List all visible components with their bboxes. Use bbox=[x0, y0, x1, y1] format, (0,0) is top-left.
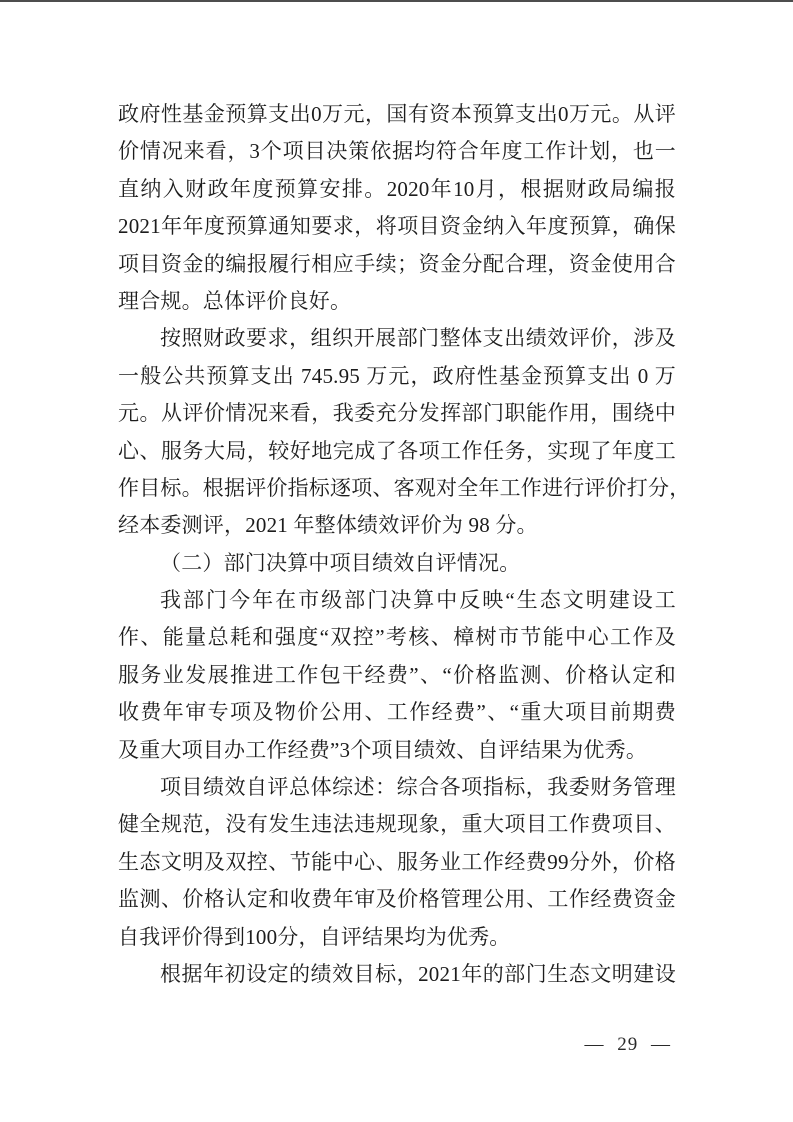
text-line: 收费年审专项及物价公用、工作经费”、“重大项目前期费 bbox=[118, 700, 676, 725]
paragraph bbox=[118, 545, 676, 582]
text-line: 2021年年度预算通知要求，将项目资金纳入年度预算，确保 bbox=[118, 214, 676, 239]
text-line: 价情况来看，3个项目决策依据均符合年度工作计划，也一 bbox=[118, 139, 676, 164]
text-line: （二）部门决算中项目绩效自评情况。 bbox=[160, 550, 521, 575]
text-line: 项目绩效自评总体综述：综合各项指标，我委财务管理 bbox=[160, 775, 676, 800]
text-line: 服务业发展推进工作包干经费”、“价格监测、价格认定和 bbox=[118, 662, 676, 687]
paragraph bbox=[118, 582, 676, 769]
document-body bbox=[118, 96, 691, 993]
text-line: 元。从评价情况来看，我委充分发挥部门职能作用，围绕中 bbox=[118, 401, 676, 426]
text-line: 自我评价得到100分，自评结果均为优秀。 bbox=[118, 924, 511, 949]
text-line: 理合规。总体评价良好。 bbox=[118, 288, 352, 313]
text-line: 生态文明及双控、节能中心、服务业工作经费99分外，价格 bbox=[118, 849, 676, 874]
text-line: 我部门今年在市级部门决算中反映“生态文明建设工 bbox=[160, 588, 676, 613]
text-line: 作、能量总耗和强度“双控”考核、樟树市节能中心工作及 bbox=[118, 625, 676, 650]
text-line: 经本委测评，2021 年整体绩效评价为 98 分。 bbox=[118, 513, 538, 538]
text-line: 作目标。根据评价指标逐项、客观对全年工作进行评价打分， bbox=[118, 475, 691, 500]
page-number: — 29 — bbox=[584, 1034, 671, 1055]
text-line: 监测、价格认定和收费年审及价格管理公用、工作经费资金 bbox=[118, 887, 676, 912]
paragraph bbox=[118, 320, 691, 544]
text-line: 根据年初设定的绩效目标，2021年的部门生态文明建设 bbox=[160, 961, 676, 986]
text-line: 一般公共预算支出 745.95 万元，政府性基金预算支出 0 万 bbox=[118, 363, 676, 388]
text-line: 健全规范，没有发生违法违规现象，重大项目工作费项目、 bbox=[118, 812, 676, 837]
text-line: 项目资金的编报履行相应手续；资金分配合理，资金使用合 bbox=[118, 251, 676, 276]
text-line: 按照财政要求，组织开展部门整体支出绩效评价，涉及 bbox=[160, 326, 676, 351]
text-line: 政府性基金预算支出0万元，国有资本预算支出0万元。从评 bbox=[118, 102, 676, 126]
paragraph bbox=[118, 96, 676, 320]
text-line: 直纳入财政年度预算安排。2020年10月，根据财政局编报 bbox=[118, 176, 676, 201]
scan-artifact-top-line bbox=[0, 0, 793, 2]
paragraph bbox=[118, 956, 676, 993]
text-line: 及重大项目办工作经费”3个项目绩效、自评结果为优秀。 bbox=[118, 737, 648, 762]
paragraph bbox=[118, 769, 676, 956]
text-line: 心、服务大局，较好地完成了各项工作任务，实现了年度工 bbox=[118, 438, 676, 463]
